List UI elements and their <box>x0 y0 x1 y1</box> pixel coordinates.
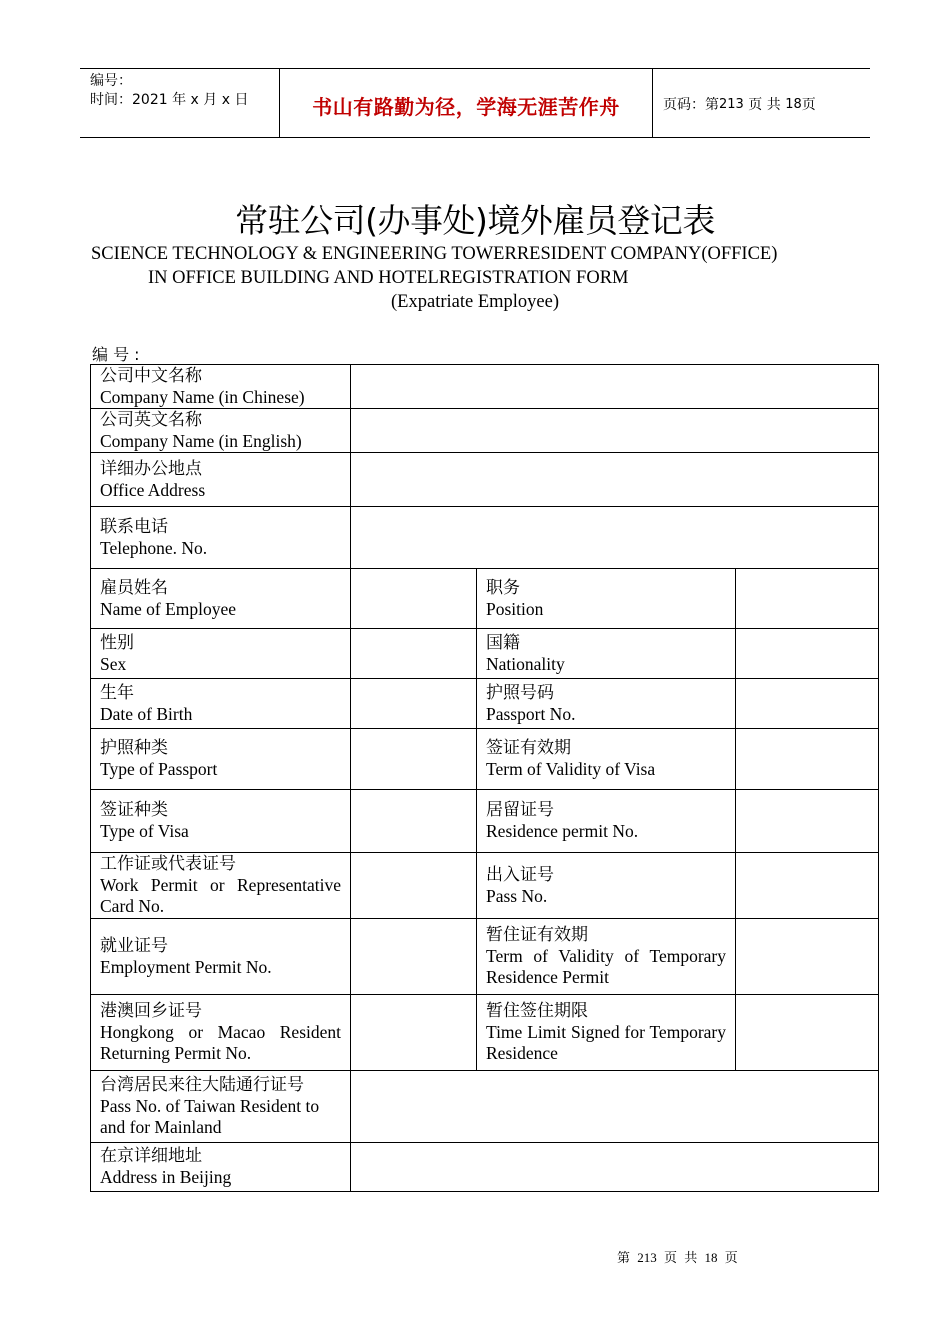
label-cell <box>91 409 351 453</box>
label-zh: 暂住证有效期 <box>486 925 588 945</box>
label-cell <box>91 919 351 995</box>
label-zh: 性别 <box>100 632 134 653</box>
label-cell <box>91 365 351 409</box>
header-page-prefix: 页码：第 <box>663 97 719 113</box>
label-cell <box>91 507 351 569</box>
taiwan-pass-field[interactable] <box>351 1071 879 1143</box>
label-zh: 签证有效期 <box>486 738 571 758</box>
header-page-num: 213 <box>719 96 744 112</box>
table-row <box>91 507 879 569</box>
label-cell <box>91 629 351 679</box>
telephone-field[interactable] <box>351 507 879 569</box>
label-zh: 工作证或代表证号 <box>100 854 236 874</box>
header-motto: 书山有路勤为径，学海无涯苦作舟 <box>280 69 653 137</box>
table-row <box>91 729 879 790</box>
table-row <box>91 790 879 853</box>
header-page-mid: 页 共 <box>748 97 781 113</box>
label-en: Work Permit or Representative Card No. <box>100 875 341 916</box>
table-row <box>91 919 879 995</box>
table-row <box>91 453 879 507</box>
label-en: Hongkong or Macao Resident Returning Permit No. <box>100 1022 341 1063</box>
label-cell <box>477 853 736 919</box>
position-field[interactable] <box>736 569 879 629</box>
label-en: Time Limit Signed for Temporary Residence <box>486 1022 726 1063</box>
form-title-en-line3: (Expatriate Employee) <box>391 292 559 312</box>
label-en: Type of Visa <box>100 821 189 841</box>
label-zh: 出入证号 <box>486 864 554 885</box>
label-cell <box>477 679 736 729</box>
label-cell <box>91 1071 351 1143</box>
label-zh: 详细办公地点 <box>100 458 202 479</box>
header-meta <box>80 69 280 137</box>
temp-residence-limit-field[interactable] <box>736 995 879 1071</box>
nationality-field[interactable] <box>736 629 879 679</box>
label-cell <box>91 569 351 629</box>
label-en: Name of Employee <box>100 598 237 619</box>
company-name-cn-field[interactable] <box>351 365 879 409</box>
label-en: Term of Validity of Temporary Residence Permit <box>486 946 726 987</box>
label-zh: 居留证号 <box>486 800 554 820</box>
label-zh: 港澳回乡证号 <box>100 1001 202 1021</box>
label-zh: 生年 <box>100 682 134 703</box>
label-en: Type of Passport <box>100 759 218 779</box>
label-en: Sex <box>100 653 127 674</box>
passport-type-field[interactable] <box>351 729 477 790</box>
table-row <box>91 409 879 453</box>
label-zh: 公司中文名称 <box>100 365 202 386</box>
label-en: Office Address <box>100 479 206 500</box>
label-cell <box>91 853 351 919</box>
label-zh: 护照种类 <box>100 738 168 758</box>
form-title-en-line2: IN OFFICE BUILDING AND HOTELREGISTRATION FORM <box>148 268 629 288</box>
table-row <box>91 853 879 919</box>
footer-page: 213 <box>637 1250 657 1265</box>
form-serial-label: 编 号 : <box>92 345 140 364</box>
label-en: Nationality <box>486 653 565 674</box>
temp-residence-validity-field[interactable] <box>736 919 879 995</box>
label-zh: 签证种类 <box>100 800 168 820</box>
label-en: Address in Beijing <box>100 1167 232 1187</box>
office-address-field[interactable] <box>351 453 879 507</box>
header-page-suffix: 页 <box>801 97 816 113</box>
footer-prefix: 第 <box>617 1250 631 1265</box>
label-en: Term of Validity of Visa <box>486 759 656 779</box>
hk-macao-permit-field[interactable] <box>351 995 477 1071</box>
label-en: Passport No. <box>486 703 576 724</box>
label-en: Company Name (in English) <box>100 430 302 451</box>
label-en: Date of Birth <box>100 703 193 724</box>
label-zh: 护照号码 <box>486 682 554 703</box>
pass-number-field[interactable] <box>736 853 879 919</box>
label-cell <box>91 453 351 507</box>
label-en: Employment Permit No. <box>100 956 272 977</box>
label-cell <box>91 729 351 790</box>
table-row <box>91 629 879 679</box>
label-cell <box>477 790 736 853</box>
label-zh: 台湾居民来往大陆通行证号 <box>100 1075 304 1095</box>
label-zh: 职务 <box>486 577 520 598</box>
header-time: 时间：2021 年 x 月 x 日 <box>90 92 249 108</box>
form-title-zh: 常驻公司(办事处)境外雇员登记表 <box>235 201 715 240</box>
label-en: Pass No. of Taiwan Resident to and for Mainland <box>100 1096 320 1137</box>
footer-mid: 页 共 <box>664 1250 698 1265</box>
label-cell <box>91 679 351 729</box>
label-zh: 雇员姓名 <box>100 577 168 598</box>
label-zh: 就业证号 <box>100 935 168 956</box>
label-zh: 国籍 <box>486 632 520 653</box>
label-zh: 在京详细地址 <box>100 1146 202 1166</box>
header-page-info <box>653 69 870 137</box>
label-cell <box>91 995 351 1071</box>
beijing-address-field[interactable] <box>351 1143 879 1192</box>
work-permit-field[interactable] <box>351 853 477 919</box>
label-zh: 暂住签住期限 <box>486 1001 588 1021</box>
label-en: Telephone. No. <box>100 537 208 558</box>
date-of-birth-field[interactable] <box>351 679 477 729</box>
table-row <box>91 1143 879 1192</box>
footer-total: 18 <box>704 1250 718 1265</box>
page-footer <box>617 1247 738 1266</box>
registration-form-table <box>90 364 879 1192</box>
footer-suffix: 页 <box>724 1250 738 1265</box>
company-name-en-field[interactable] <box>351 409 879 453</box>
form-title-en-line1: SCIENCE TECHNOLOGY & ENGINEERING TOWERRESIDENT COMPANY(OFFICE) <box>91 244 778 264</box>
label-en: Residence permit No. <box>486 821 639 841</box>
label-cell <box>91 1143 351 1192</box>
label-en: Position <box>486 598 544 619</box>
header-serial-label: 编号： <box>90 73 132 89</box>
employment-permit-field[interactable] <box>351 919 477 995</box>
sex-field[interactable] <box>351 629 477 679</box>
visa-validity-field[interactable] <box>736 729 879 790</box>
label-cell <box>477 919 736 995</box>
label-en: Pass No. <box>486 885 548 906</box>
label-zh: 联系电话 <box>100 516 168 537</box>
table-row <box>91 995 879 1071</box>
label-cell <box>91 790 351 853</box>
table-row <box>91 365 879 409</box>
label-cell <box>477 729 736 790</box>
label-en: Company Name (in Chinese) <box>100 386 305 407</box>
employee-name-field[interactable] <box>351 569 477 629</box>
label-cell <box>477 569 736 629</box>
label-cell <box>477 629 736 679</box>
table-row <box>91 679 879 729</box>
passport-number-field[interactable] <box>736 679 879 729</box>
table-row <box>91 569 879 629</box>
visa-type-field[interactable] <box>351 790 477 853</box>
label-cell <box>477 995 736 1071</box>
header-page-total: 18 <box>785 96 802 112</box>
residence-permit-field[interactable] <box>736 790 879 853</box>
page-header <box>80 68 870 138</box>
table-row <box>91 1071 879 1143</box>
label-zh: 公司英文名称 <box>100 409 202 430</box>
